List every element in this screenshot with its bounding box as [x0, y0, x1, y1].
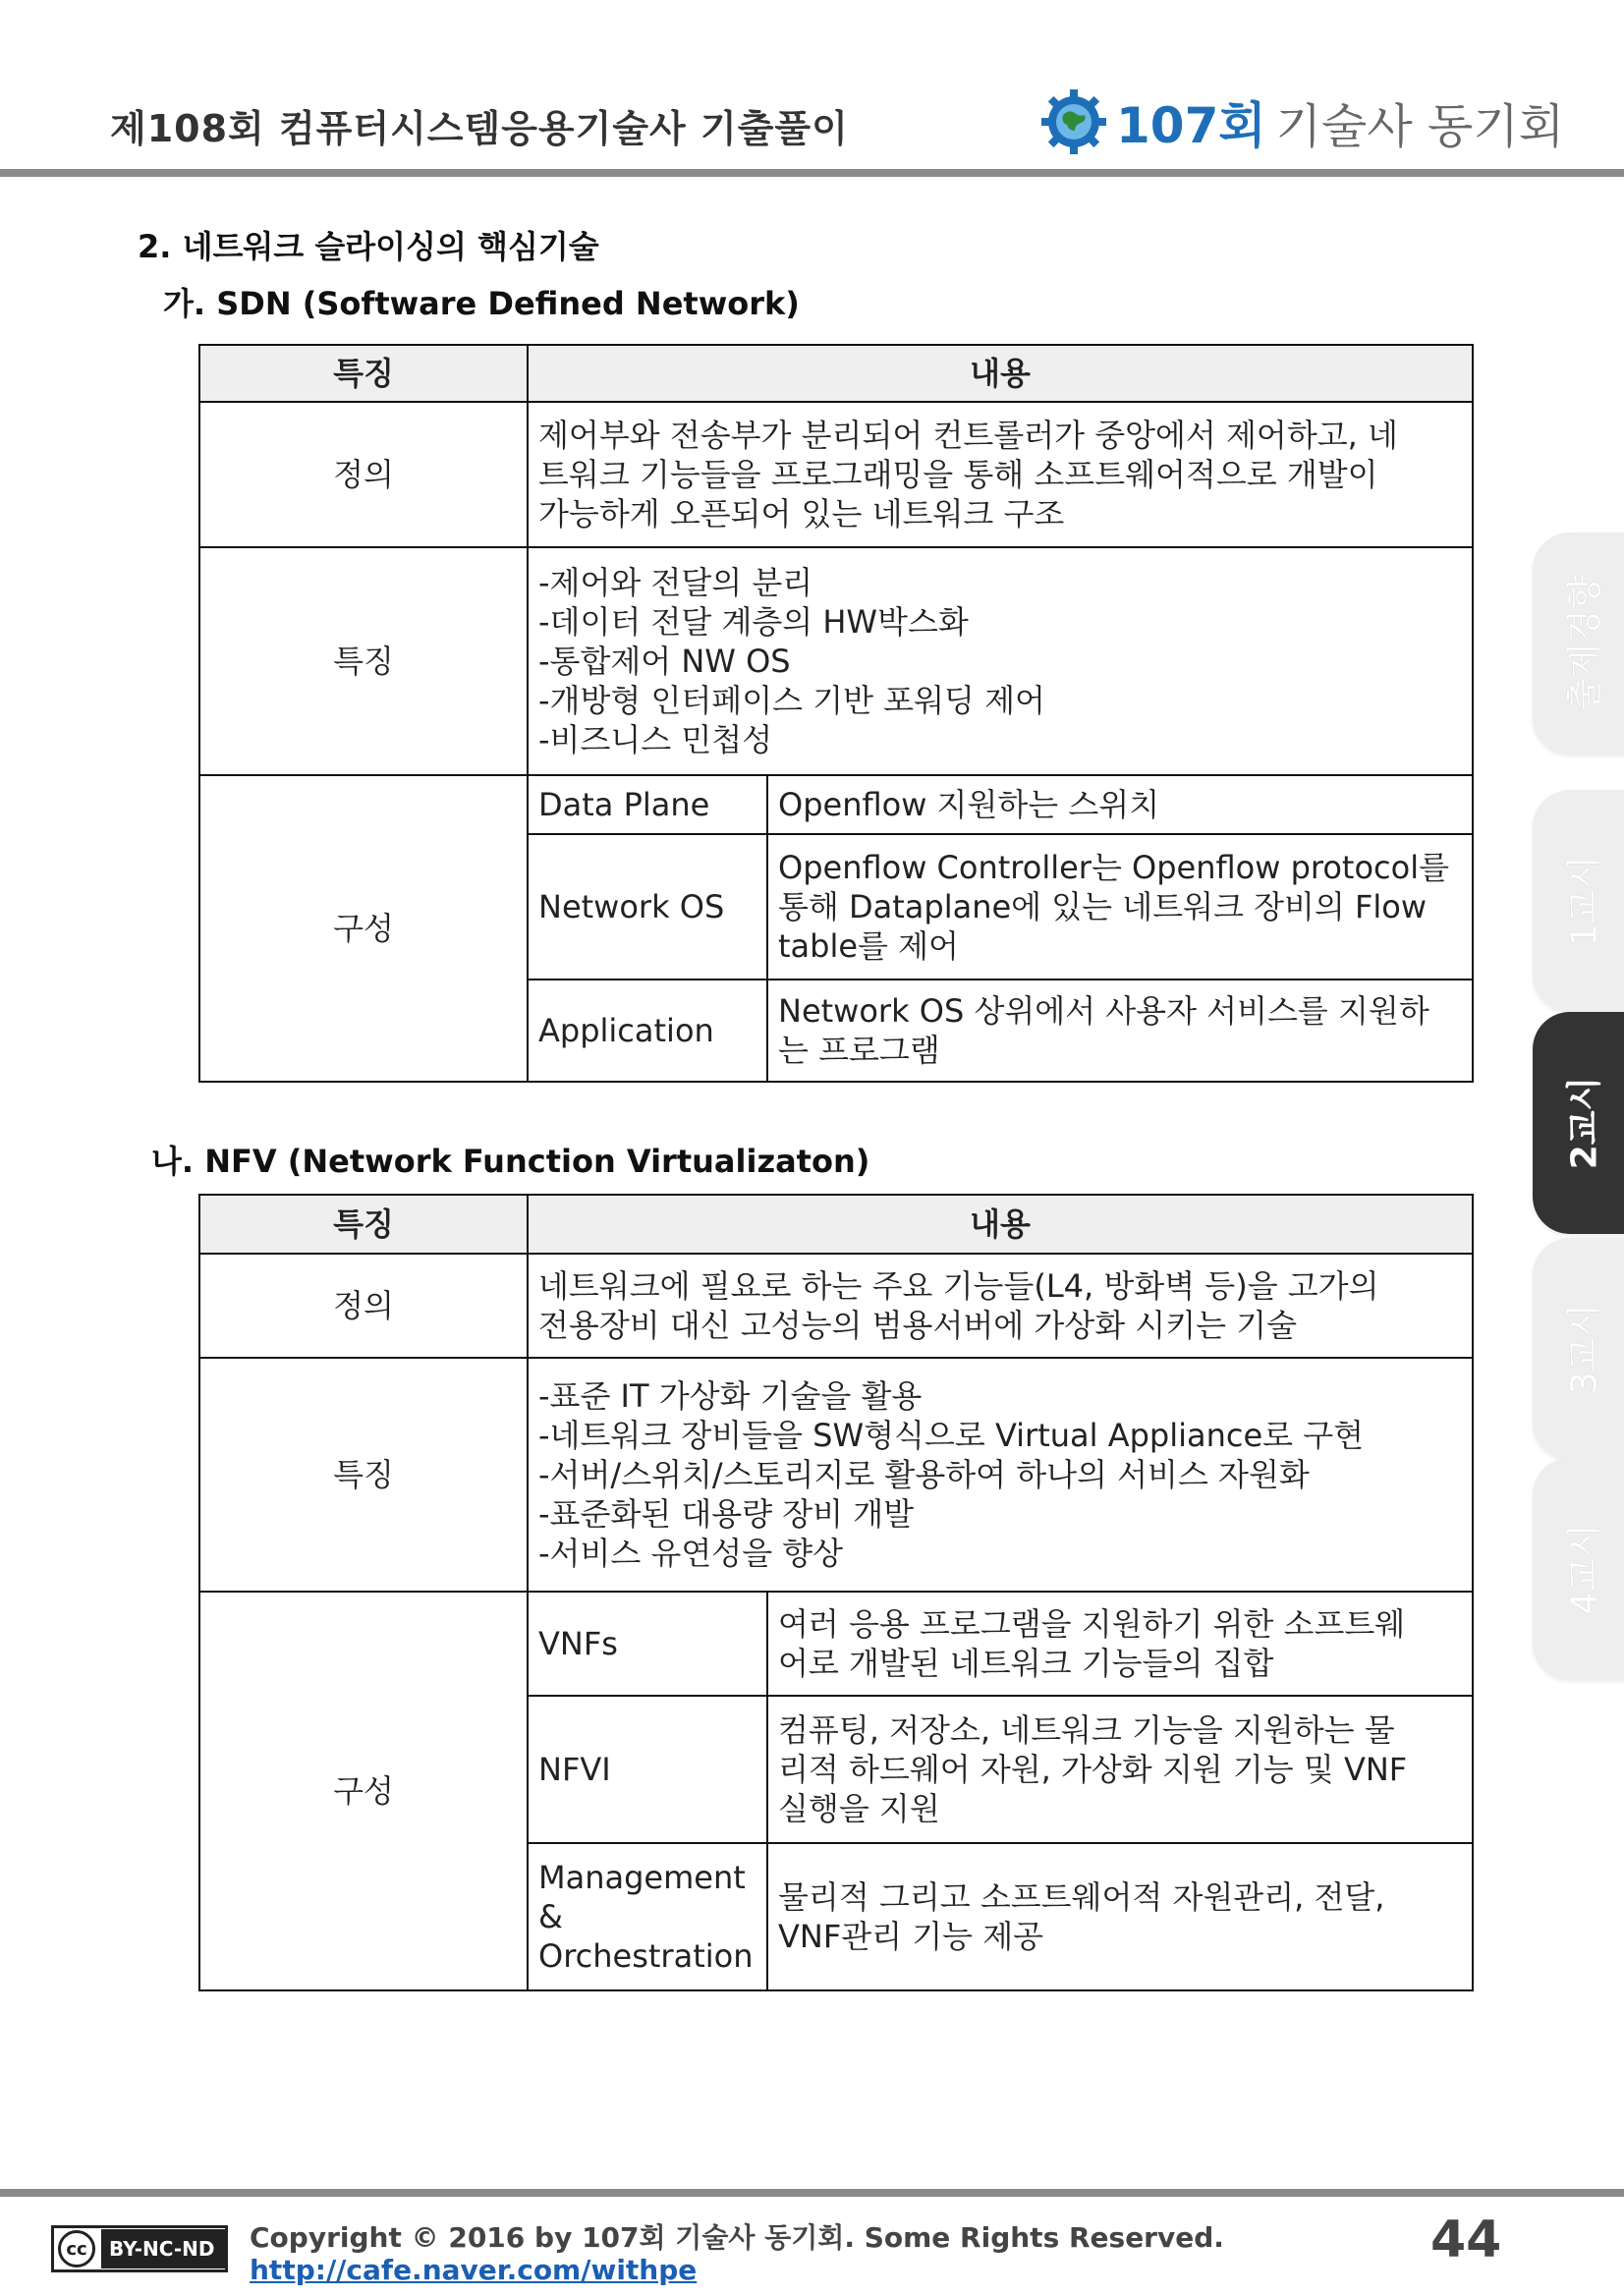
list-item: -비즈니스 민첩성 [538, 721, 773, 758]
text-line: Orchestration [538, 1937, 754, 1975]
sdn-component-desc [767, 834, 1473, 980]
nfv-header-feature: 특징 [199, 1195, 528, 1254]
sdn-table [198, 344, 1474, 1083]
tab-label: 3교시 [1564, 1303, 1605, 1395]
tab-label: 2교시 [1564, 1076, 1605, 1170]
text-line: 트워크 기능들을 프로그래밍을 통해 소프트웨어적으로 개발이 [538, 456, 1378, 493]
tab-period-1[interactable] [1533, 790, 1624, 1012]
list-item: -통합제어 NW OS [538, 643, 791, 680]
nfv-component-label: 구성 [199, 1592, 528, 1990]
tab-exam-trends[interactable] [1533, 532, 1624, 755]
copyright-text: Copyright © 2016 by 107회 기술사 동기회. Some Rights Reserved. [250, 2221, 1224, 2254]
tab-label: 1교시 [1564, 855, 1605, 947]
text-line: 제어부와 전송부가 분리되어 컨트롤러가 중앙에서 제어하고, 네 [538, 417, 1398, 454]
text-line: & [538, 1898, 563, 1935]
document-title: 제108회 컴퓨터시스템응용기술사 기출풀이 [110, 107, 849, 150]
text-line: VNF관리 기능 제공 [778, 1918, 1044, 1955]
text-line: Management [538, 1859, 746, 1896]
text-line: Openflow 지원하는 스위치 [778, 786, 1160, 823]
brand-text: 기술사 동기회 [1275, 98, 1565, 154]
list-item: -네트워크 장비들을 SW형식으로 Virtual Appliance로 구현 [538, 1417, 1365, 1454]
text-line: 어로 개발된 네트워크 기능들의 집합 [778, 1645, 1274, 1682]
list-item: -서버/스위치/스토리지로 활용하여 하나의 서비스 자원화 [538, 1456, 1310, 1493]
text-line: Openflow Controller는 Openflow protocol를 [778, 849, 1450, 886]
sdn-header-feature: 특징 [199, 345, 528, 402]
footer-divider [0, 2189, 1624, 2197]
cc-license-badge [51, 2225, 228, 2272]
sdn-definition-label: 정의 [199, 402, 528, 547]
text-line: 컴퓨팅, 저장소, 네트워크 기능을 지원하는 물 [778, 1711, 1395, 1749]
tab-period-4[interactable] [1533, 1458, 1624, 1680]
text-line: NFVI [538, 1751, 611, 1788]
brand-number: 107회 [1116, 97, 1266, 154]
text-line: 여러 응용 프로그램을 지원하기 위한 소프트웨 [778, 1605, 1406, 1643]
text-line: 실행을 지원 [778, 1790, 940, 1827]
text-line: 네트워크에 필요로 하는 주요 기능들(L4, 방화벽 등)을 고가의 [538, 1267, 1379, 1305]
brand-logo-block [1039, 83, 1564, 161]
nfv-component-desc [767, 1592, 1473, 1696]
text-line: 물리적 그리고 소프트웨어적 자원관리, 전달, [778, 1878, 1385, 1916]
nfv-table [198, 1194, 1474, 1991]
nfv-component-name [528, 1696, 767, 1843]
sdn-feature-label: 특징 [199, 547, 528, 775]
text-line: Network OS 상위에서 사용자 서비스를 지원하 [778, 992, 1429, 1030]
text-line: 전용장비 대신 고성능의 범용서버에 가상화 시키는 기술 [538, 1307, 1298, 1344]
list-item: -제어와 전달의 분리 [538, 564, 813, 601]
cc-icon: cc [58, 2230, 95, 2268]
nfv-feature-label: 특징 [199, 1358, 528, 1592]
sdn-component-desc [767, 980, 1473, 1082]
nfv-component-desc [767, 1843, 1473, 1990]
text-line: 는 프로그램 [778, 1032, 940, 1069]
license-text: BY-NC-ND [101, 2229, 225, 2268]
section-title: 2. 네트워크 슬라이싱의 핵심기술 [138, 228, 599, 265]
nfv-definition-label: 정의 [199, 1254, 528, 1358]
nfv-feature-cell [528, 1358, 1473, 1592]
list-item: -서비스 유연성을 향상 [538, 1535, 844, 1572]
list-item: -표준화된 대용량 장비 개발 [538, 1495, 915, 1533]
text-line: table를 제어 [778, 927, 959, 965]
sdn-component-name: Application [528, 980, 767, 1082]
page-number: 44 [1430, 2211, 1502, 2269]
sdn-component-desc [767, 775, 1473, 834]
sdn-component-name: Network OS [528, 834, 767, 980]
sdn-header-content: 내용 [528, 345, 1473, 402]
cafe-link[interactable]: http://cafe.naver.com/withpe [250, 2254, 698, 2286]
sdn-definition-cell [528, 402, 1473, 547]
header-divider [0, 169, 1624, 177]
text-line: 가능하게 오픈되어 있는 네트워크 구조 [538, 495, 1065, 532]
text-line: 통해 Dataplane에 있는 네트워크 장비의 Flow [778, 888, 1428, 925]
tab-label: 출제경향 [1564, 575, 1605, 712]
list-item: -표준 IT 가상화 기술을 활용 [538, 1377, 923, 1415]
gear-globe-icon [1039, 87, 1108, 156]
nfv-subtitle: 나. NFV (Network Function Virtualizaton) [151, 1143, 870, 1180]
text-line: 리적 하드웨어 자원, 가상화 지원 기능 및 VNF [778, 1751, 1408, 1788]
nfv-definition-cell [528, 1254, 1473, 1358]
sdn-component-name: Data Plane [528, 775, 767, 834]
list-item: -데이터 전달 계층의 HW박스화 [538, 603, 969, 641]
text-line: VNFs [538, 1625, 618, 1662]
nfv-header-content: 내용 [528, 1195, 1473, 1254]
nfv-component-name [528, 1843, 767, 1990]
nfv-component-desc [767, 1696, 1473, 1843]
sdn-feature-cell [528, 547, 1473, 775]
nfv-component-name [528, 1592, 767, 1696]
tab-label: 4교시 [1564, 1523, 1605, 1615]
sdn-subtitle: 가. SDN (Software Defined Network) [163, 285, 800, 322]
sdn-component-label: 구성 [199, 775, 528, 1082]
tab-period-2[interactable] [1533, 1012, 1624, 1234]
list-item: -개방형 인터페이스 기반 포워딩 제어 [538, 682, 1045, 719]
tab-period-3[interactable] [1533, 1238, 1624, 1460]
